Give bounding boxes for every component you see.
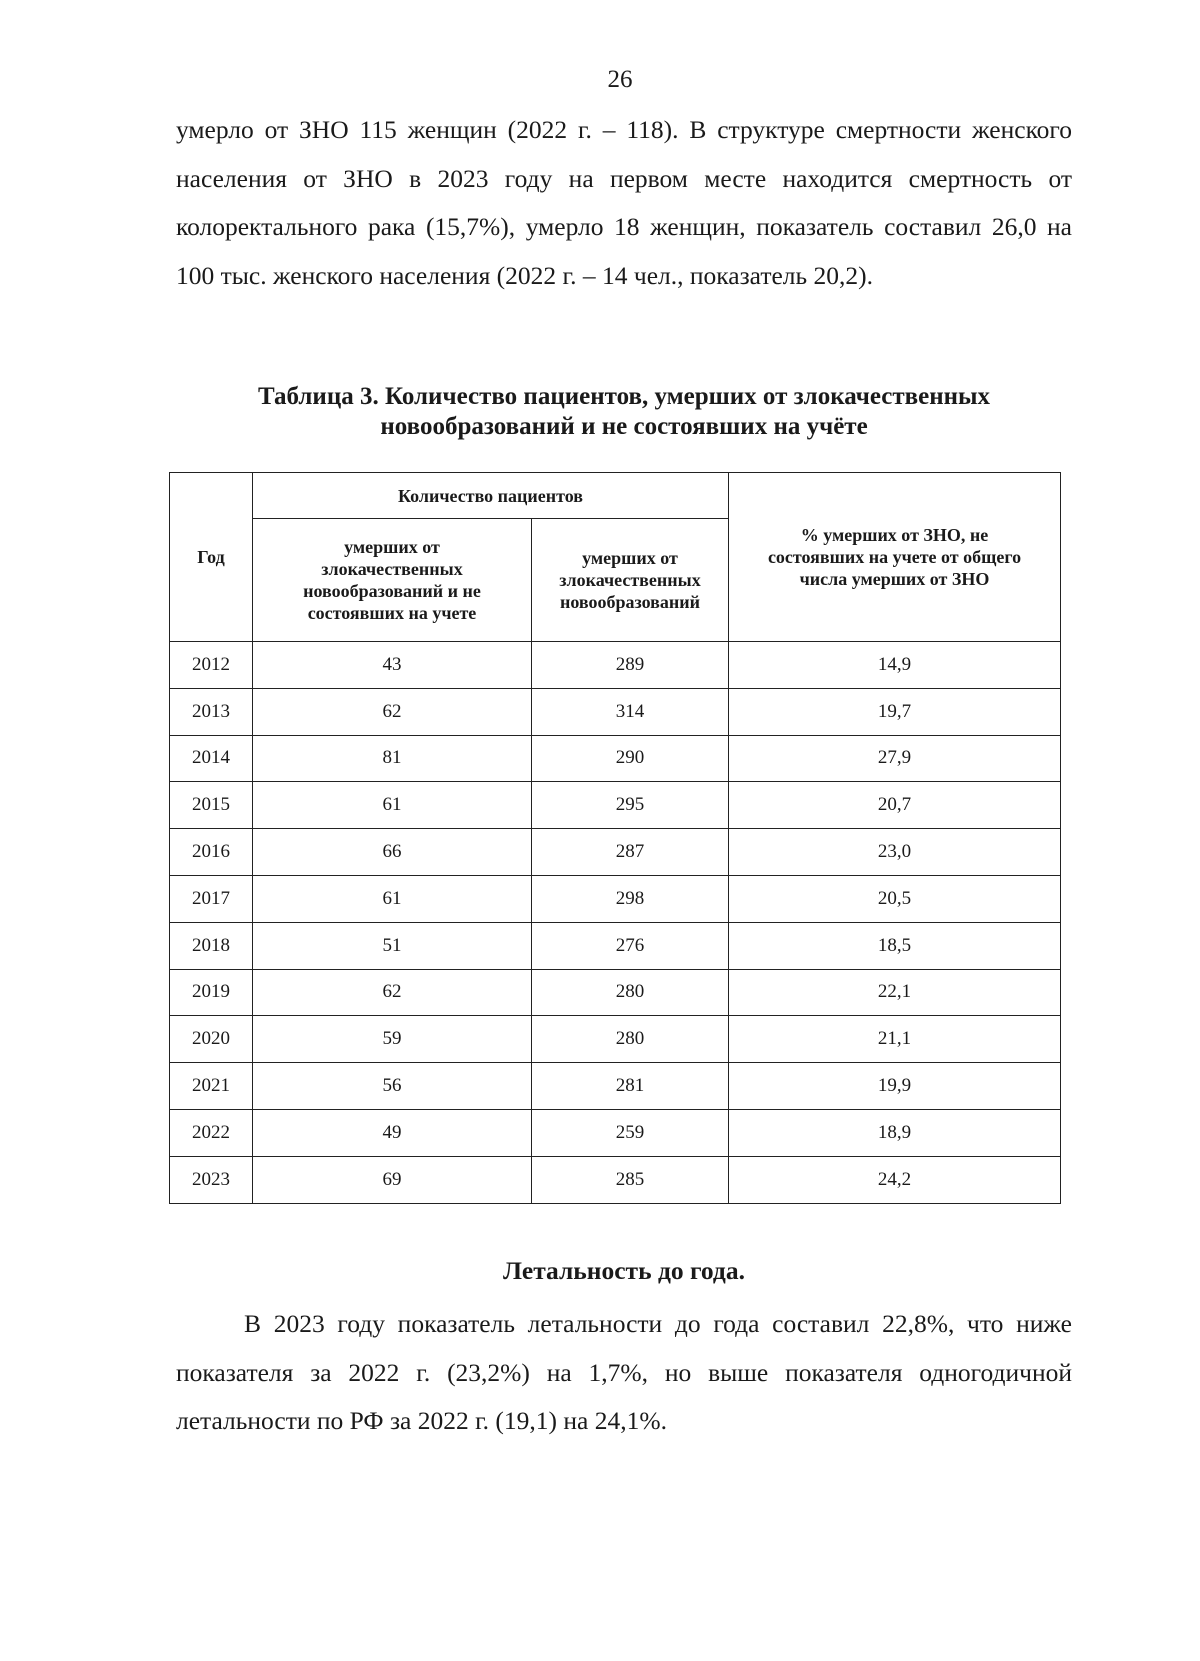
cell-unregistered: 59 [253,1016,532,1063]
cell-year: 2023 [170,1156,253,1203]
cell-total: 295 [532,782,729,829]
cell-percent: 20,7 [729,782,1061,829]
table-row [170,969,1061,1016]
cell-percent: 19,7 [729,688,1061,735]
cell-year: 2021 [170,1063,253,1110]
page-number: 26 [607,66,633,93]
header-year: Год [170,473,253,642]
cell-percent: 27,9 [729,735,1061,782]
intro-paragraph: умерло от ЗНО 115 женщин (2022 г. – 118). В структуре смертности женского населения от ЗНО в 2023 году на первом месте находится смертность от колоректального рака (15,7%), умерло 18 женщин, показатель составил 26,0 на 100 тыс. женского населения (2022 г. – 14 чел., показатель 20,2). [176,115,1072,290]
cell-percent: 22,1 [729,969,1061,1016]
table-row [170,829,1061,876]
table-row [170,875,1061,922]
cell-percent: 24,2 [729,1156,1061,1203]
cell-percent: 18,9 [729,1109,1061,1156]
cell-year: 2017 [170,875,253,922]
header-unregistered: умерших от злокачественных новообразований и не состоявших на учете [253,519,532,642]
section-heading: Летальность до года. [503,1256,745,1285]
table-row [170,922,1061,969]
cell-unregistered: 81 [253,735,532,782]
table-row [170,735,1061,782]
table-row [170,642,1061,689]
cell-unregistered: 49 [253,1109,532,1156]
cell-unregistered: 43 [253,642,532,689]
cell-total: 280 [532,1016,729,1063]
cell-year: 2016 [170,829,253,876]
cell-percent: 20,5 [729,875,1061,922]
cell-unregistered: 61 [253,782,532,829]
table-row [170,1109,1061,1156]
table-row [170,688,1061,735]
cell-unregistered: 62 [253,969,532,1016]
cell-total: 289 [532,642,729,689]
header-total: умерших от злокачественных новообразований [532,519,729,642]
cell-total: 290 [532,735,729,782]
header-patient-count: Количество пациентов [253,473,729,519]
cell-unregistered: 61 [253,875,532,922]
cell-total: 285 [532,1156,729,1203]
cell-total: 298 [532,875,729,922]
cell-percent: 19,9 [729,1063,1061,1110]
cell-year: 2019 [170,969,253,1016]
cell-unregistered: 56 [253,1063,532,1110]
cell-total: 280 [532,969,729,1016]
cell-total: 276 [532,922,729,969]
cell-unregistered: 62 [253,688,532,735]
cell-unregistered: 51 [253,922,532,969]
table-row [170,782,1061,829]
cell-percent: 18,5 [729,922,1061,969]
cell-unregistered: 69 [253,1156,532,1203]
cell-year: 2013 [170,688,253,735]
cell-total: 287 [532,829,729,876]
cell-percent: 21,1 [729,1016,1061,1063]
outro-paragraph: В 2023 году показатель летальности до года составил 22,8%, что ниже показателя за 2022 г. (23,2%) на 1,7%, но выше показателя одногодичной летальности по РФ за 2022 г. (19,1) на 24,1%. [176,1309,1072,1435]
table-body [170,642,1061,1204]
table-row [170,1156,1061,1203]
cell-unregistered: 66 [253,829,532,876]
cell-year: 2018 [170,922,253,969]
data-table [169,472,1061,1204]
cell-percent: 14,9 [729,642,1061,689]
cell-percent: 23,0 [729,829,1061,876]
cell-year: 2015 [170,782,253,829]
header-percent: % умерших от ЗНО, не состоявших на учете от общего числа умерших от ЗНО [729,473,1061,642]
cell-year: 2012 [170,642,253,689]
cell-total: 281 [532,1063,729,1110]
cell-year: 2014 [170,735,253,782]
cell-year: 2022 [170,1109,253,1156]
table-title: Таблица 3. Количество пациентов, умерших от злокачественных новообразований и не состоявших на учёте [257,383,991,440]
table-row [170,1063,1061,1110]
cell-total: 314 [532,688,729,735]
cell-total: 259 [532,1109,729,1156]
table-row [170,1016,1061,1063]
cell-year: 2020 [170,1016,253,1063]
